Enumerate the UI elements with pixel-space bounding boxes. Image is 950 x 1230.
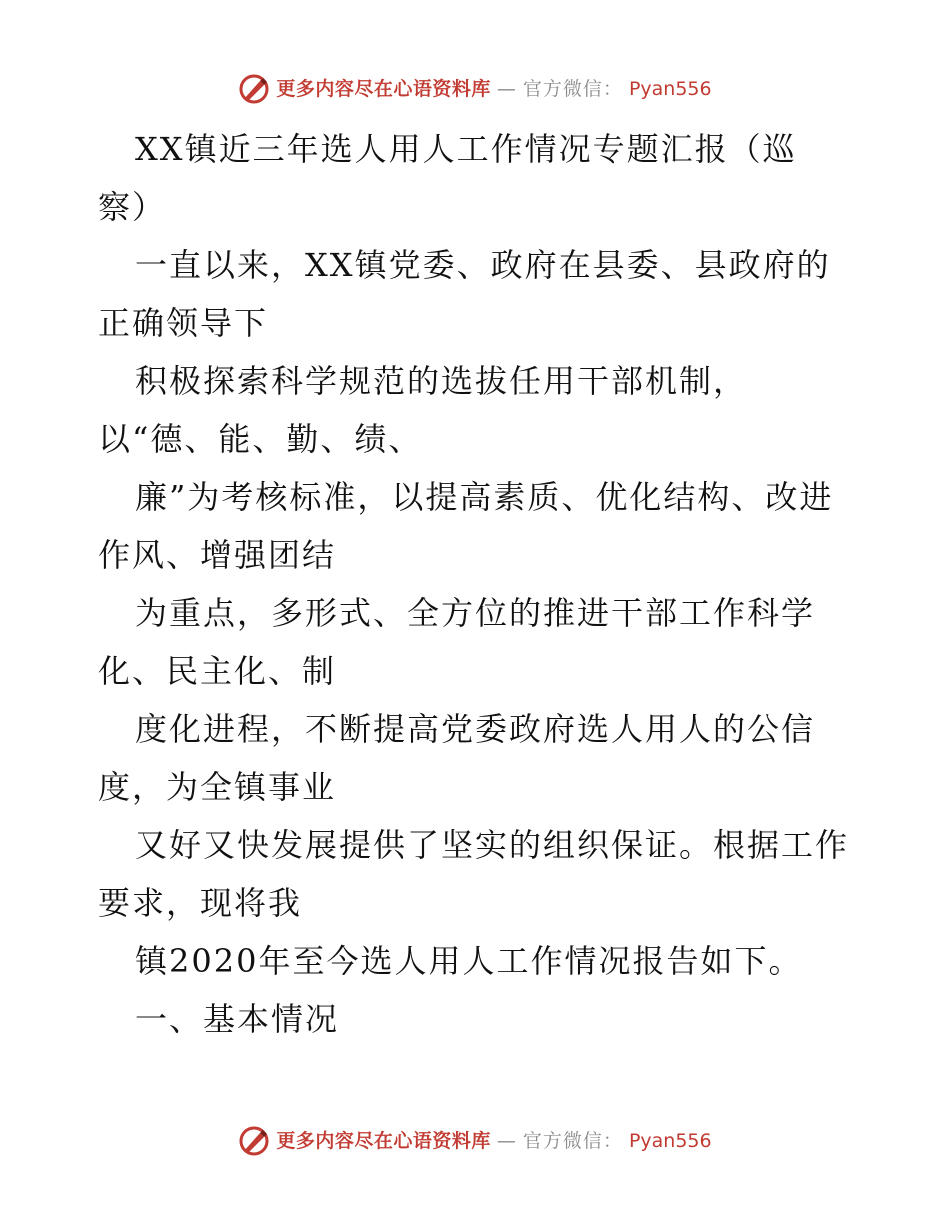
pen-logo-icon xyxy=(238,73,270,105)
paragraph-line: 一直以来，XX镇党委、政府在县委、县政府的 xyxy=(135,246,831,284)
paragraph-line: 要求，现将我 xyxy=(98,884,303,922)
paragraph-line: 正确领导下 xyxy=(98,304,269,342)
paragraph-line: 度，为全镇事业 xyxy=(98,768,337,806)
watermark-brand: 更多内容尽在心语资料库 xyxy=(276,1130,491,1152)
watermark-brand: 更多内容尽在心语资料库 xyxy=(276,78,491,100)
paragraph-line: 积极探索科学规范的选拔任用干部机制， xyxy=(135,362,748,400)
footer-watermark xyxy=(0,1124,950,1158)
paragraph-line: 作风、增强团结 xyxy=(98,536,337,574)
pen-logo-icon xyxy=(238,1125,270,1157)
watermark-wechat-id: Pyan556 xyxy=(628,1130,712,1152)
watermark-separator: — xyxy=(496,78,517,100)
watermark-channel: 官方微信： xyxy=(522,78,623,100)
paragraph-line: 廉”为考核标准，以提高素质、优化结构、改进 xyxy=(135,478,834,516)
watermark-separator: — xyxy=(496,1130,517,1152)
paragraph-line: 又好又快发展提供了坚实的组织保证。根据工作 xyxy=(135,826,850,864)
paragraph-line: 为重点，多形式、全方位的推进干部工作科学 xyxy=(135,594,816,632)
paragraph-line: 镇2020年至今选人用人工作情况报告如下。 xyxy=(135,942,803,980)
paragraph-line: 以“德、能、勤、绩、 xyxy=(98,420,423,458)
paragraph-line: 化、民主化、制 xyxy=(98,652,337,690)
document-title: XX镇近三年选人用人工作情况专题汇报（巡 xyxy=(135,130,797,168)
watermark-wechat-id: Pyan556 xyxy=(628,78,712,100)
paragraph-line: 度化进程，不断提高党委政府选人用人的公信 xyxy=(135,710,816,748)
header-watermark xyxy=(0,72,950,106)
section-heading: 一、基本情况 xyxy=(135,1000,340,1038)
document-title-cont: 察） xyxy=(98,188,167,226)
watermark-channel: 官方微信： xyxy=(522,1130,623,1152)
